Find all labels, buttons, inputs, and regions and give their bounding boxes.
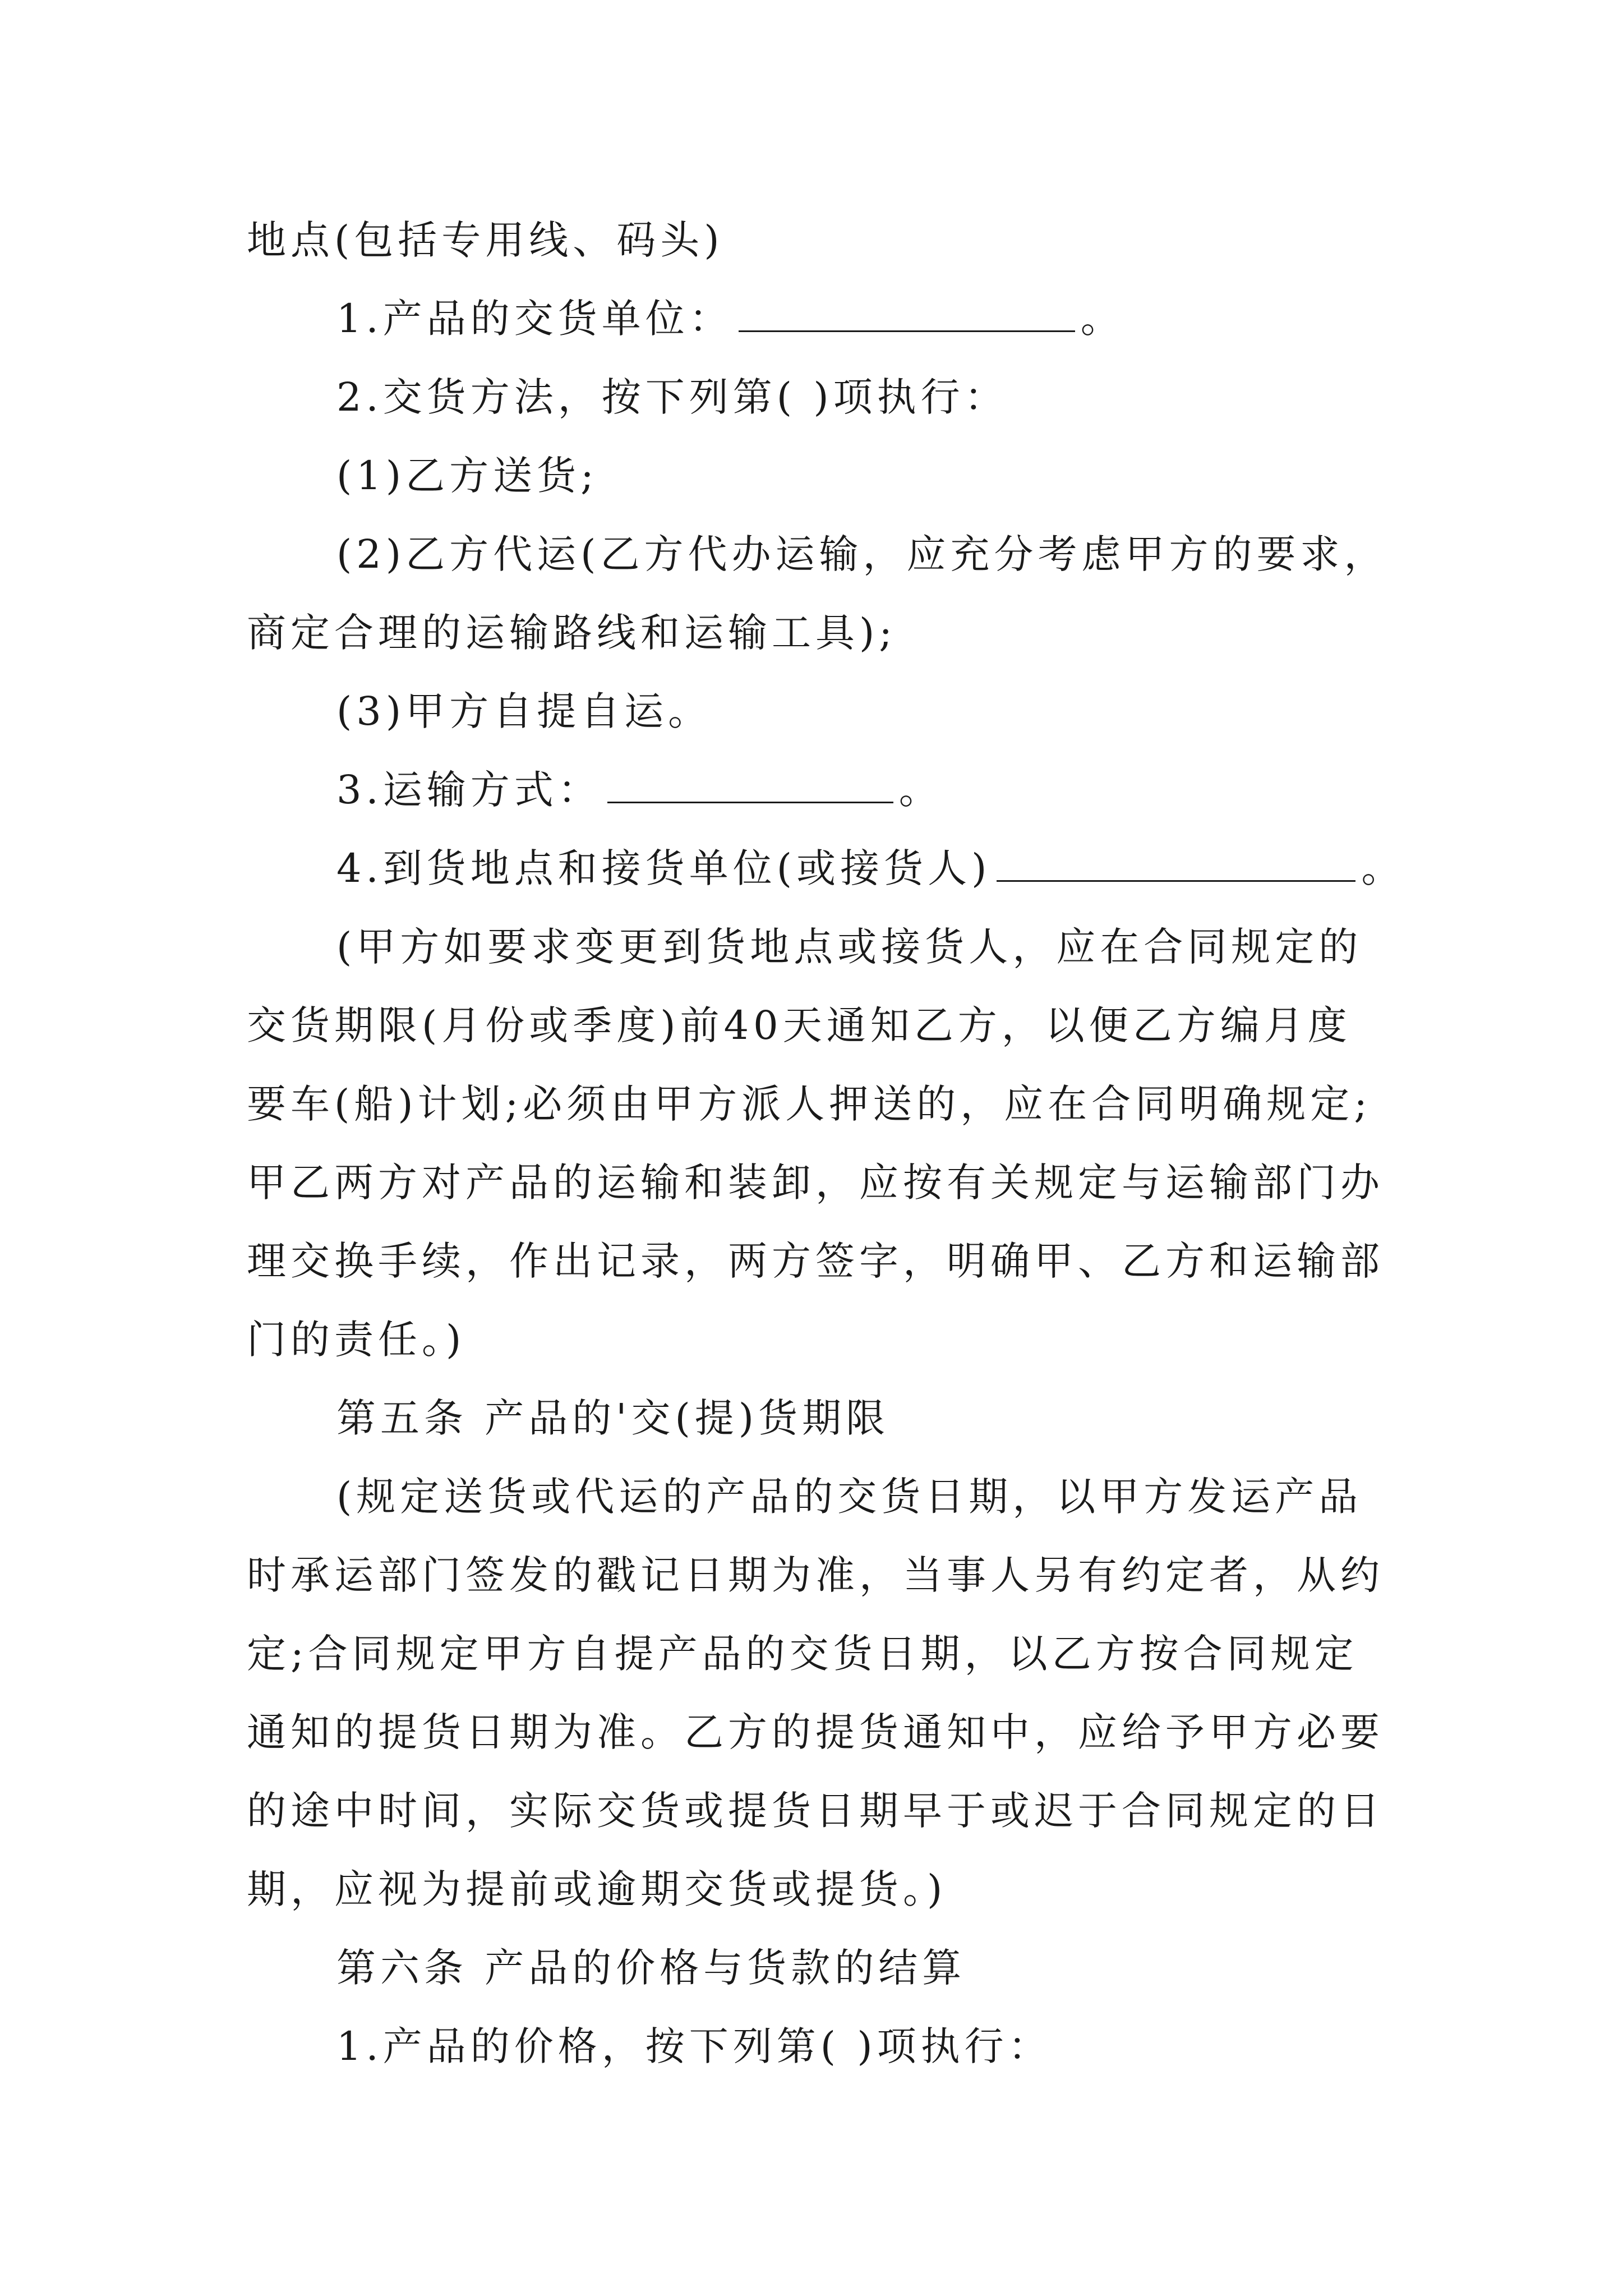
delivery-unit-blank <box>739 296 1075 332</box>
text-line: 交货期限(月份或季度)前40天通知乙方，以便乙方编月度 <box>247 1002 1352 1048</box>
text-line: 2.交货方法，按下列第( )项执行： <box>336 374 1008 420</box>
text-line: (2)乙方代运(乙方代办运输，应充分考虑甲方的要求， <box>336 531 1388 577</box>
arrival-location-line <box>336 840 1405 896</box>
line-end-period: 。 <box>1361 845 1405 891</box>
line-end-period: 。 <box>1080 296 1124 342</box>
text-line: 1.产品的价格，按下列第( )项执行： <box>336 2023 1052 2069</box>
text-line: 定;合同规定甲方自提产品的交货日期，以乙方按合同规定 <box>247 1631 1358 1677</box>
text-line: 门的责任。) <box>247 1317 466 1363</box>
text-line: 商定合理的运输路线和运输工具); <box>247 610 897 656</box>
text-line: 要车(船)计划;必须由甲方派人押送的，应在合同明确规定; <box>247 1081 1372 1127</box>
text-line: 期，应视为提前或逾期交货或提货。) <box>247 1866 947 1912</box>
transport-method-line <box>336 762 1391 818</box>
transport-method-blank <box>607 767 893 803</box>
text-line: 时承运部门签发的戳记日期为准，当事人另有约定者，从约 <box>247 1552 1384 1598</box>
text-line: (1)乙方送货; <box>336 453 598 499</box>
text-line: 甲乙两方对产品的运输和装卸，应按有关规定与运输部门办 <box>247 1159 1384 1205</box>
text-line: (3)甲方自提自运。 <box>336 688 712 734</box>
text-line: 的途中时间，实际交货或提货日期早于或迟于合同规定的日 <box>247 1788 1384 1834</box>
text-line: (规定送货或代运的产品的交货日期，以甲方发运产品 <box>336 1474 1363 1520</box>
transport-method-label: 3.运输方式： <box>336 767 602 813</box>
text-line: 通知的提货日期为准。乙方的提货通知中，应给予甲方必要 <box>247 1709 1384 1755</box>
text-line: (甲方如要求变更到货地点或接货人，应在合同规定的 <box>336 924 1363 970</box>
delivery-unit-line <box>336 291 1391 347</box>
arrival-location-label: 4.到货地点和接货单位(或接货人) <box>336 845 992 891</box>
section-heading-article-5: 第五条 产品的'交(提)货期限 <box>336 1395 890 1441</box>
delivery-unit-label: 1.产品的交货单位： <box>336 296 733 342</box>
text-line: 地点(包括专用线、码头) <box>247 217 724 263</box>
section-heading-article-6: 第六条 产品的价格与货款的结算 <box>336 1945 966 1991</box>
arrival-location-blank <box>997 845 1355 882</box>
text-line: 理交换手续，作出记录，两方签字，明确甲、乙方和运输部 <box>247 1238 1384 1284</box>
line-end-period: 。 <box>898 767 943 813</box>
